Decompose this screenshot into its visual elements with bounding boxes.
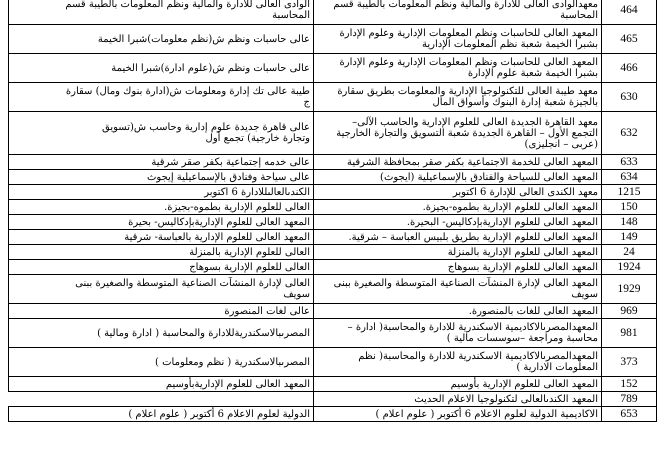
full-name-line: المعهد العالى للعلوم الإدارية بطموه-بجيزة. xyxy=(422,201,598,213)
institute-code-cell: 1929 xyxy=(602,275,657,304)
full-name-cell xyxy=(314,304,602,319)
full-name-line: المعهد الكندىالعالى لتكنولوجيا الاعلام الحديث xyxy=(414,393,598,405)
full-name-cell xyxy=(314,275,602,304)
short-name-cell xyxy=(9,215,314,230)
full-name-cell xyxy=(314,170,602,185)
full-name-cell xyxy=(314,83,602,112)
full-name-line: المعهد العالى للعلوم الإدارية بالمنزلة xyxy=(447,246,598,258)
short-name-line: طيبة عالى تك إدارة ومعلومات ش(ادارة بنوك ومال) سقارة xyxy=(65,86,310,97)
full-name-cell xyxy=(314,215,602,230)
short-name-cell xyxy=(9,170,314,185)
short-name-line: المحاسبة xyxy=(272,10,310,21)
short-name-cell xyxy=(9,407,314,422)
full-name-line: المعهد العالى للعلوم الإدارية بأوسيم xyxy=(450,378,598,390)
full-name-cell xyxy=(314,260,602,275)
table-row xyxy=(9,377,657,392)
full-name-line: المعلومات الادارية ) xyxy=(516,362,598,373)
short-name-cell xyxy=(9,155,314,170)
short-name-cell xyxy=(9,83,314,112)
short-name-cell xyxy=(9,275,314,304)
short-name-cell xyxy=(9,54,314,83)
full-name-cell xyxy=(314,319,602,348)
table-row xyxy=(9,155,657,170)
full-name-cell xyxy=(314,348,602,377)
institutes-table xyxy=(8,0,657,422)
institute-code-cell: 630 xyxy=(602,83,657,112)
institute-code-cell: 789 xyxy=(602,392,657,407)
table-row xyxy=(9,185,657,200)
table-row xyxy=(9,170,657,185)
short-name-cell xyxy=(9,304,314,319)
short-name-cell xyxy=(9,377,314,392)
short-name-line: العالى للعلوم الإدارية بطموه-بجيزة. xyxy=(164,201,310,213)
table-row xyxy=(9,0,657,25)
institute-code-cell: 373 xyxy=(602,348,657,377)
full-name-cell xyxy=(314,377,602,392)
table-row xyxy=(9,275,657,304)
full-name-line: المعهد العالى للعلوم الإدارية بطريق بلبيس العباسة – شرقية. xyxy=(348,231,598,243)
full-name-cell xyxy=(314,25,602,54)
short-name-line: الوادى العالى للادارة والمالية ونظم المعلومات بالطيبة قسم xyxy=(65,0,310,10)
short-name-cell xyxy=(9,245,314,260)
short-name-line: المعهد العالى للعلوم الإداريةبإدكاليس- بحيرة xyxy=(128,216,310,228)
table-row xyxy=(9,407,657,422)
short-name-cell xyxy=(9,25,314,54)
short-name-line: العالى للعلوم الإدارية بسوهاج xyxy=(189,261,310,273)
short-name-line: المصرىبالاسكندريةللادارة والمحاسبة ( ادارة ومالية ) xyxy=(97,327,310,339)
short-name-line: الكندىالعالىللادارة 6 اكتوبر xyxy=(204,186,310,198)
short-name-line: سويف xyxy=(283,289,310,300)
short-name-cell xyxy=(9,0,314,25)
full-name-line: المعهدالمصرىالاكاديمية الاسكندرية للادارة والمحاسبة( نظم xyxy=(358,351,598,362)
short-name-cell xyxy=(9,319,314,348)
full-name-line: الاكاديمية الدولية لعلوم الاعلام 6 أكتوبر ( علوم اعلام ) xyxy=(375,408,598,420)
full-name-line: بشبرا الخيمة شعبة علوم الإدارة xyxy=(467,68,598,79)
short-name-line: عالى حاسبات ونظم ش(نظم معلومات)شبرا الخيمة xyxy=(97,33,310,45)
institute-code-cell: 1924 xyxy=(602,260,657,275)
short-name-line: المصرىبالاسكندرية ( نظم ومعلومات ) xyxy=(155,356,310,368)
table-row xyxy=(9,319,657,348)
short-name-line: العالى لإدارة المنشآت الصناعية المتوسطة والصغيرة ببنى xyxy=(75,278,310,289)
table-row xyxy=(9,54,657,83)
table-row xyxy=(9,200,657,215)
table-row xyxy=(9,304,657,319)
full-name-line: معهد الكندى العالى للإدارة 6 اكتوبر xyxy=(452,186,598,198)
table-row xyxy=(9,348,657,377)
full-name-cell xyxy=(314,245,602,260)
table-row xyxy=(9,215,657,230)
institute-code-cell: 149 xyxy=(602,230,657,245)
short-name-line: عالى خدمه إجتماعية بكفر صقر شرقية xyxy=(151,156,310,168)
full-name-line: بشبرا الخيمة شعبة نظم المعلومات الإدارية xyxy=(422,39,598,50)
institute-code-cell: 150 xyxy=(602,200,657,215)
full-name-line: المحاسبة xyxy=(560,10,598,21)
short-name-line: الدولية لعلوم الاعلام 6 أكتوبر ( علوم اعلام ) xyxy=(128,408,310,420)
institute-code-cell: 969 xyxy=(602,304,657,319)
short-name-line: المعهد العالى للعلوم الإداريةبأوسيم xyxy=(165,378,310,390)
institute-code-cell: 465 xyxy=(602,25,657,54)
short-name-line: العالى للعلوم الإدارية بالمنزلة xyxy=(189,246,310,258)
institutes-table-body xyxy=(9,0,657,422)
institute-code-cell: 466 xyxy=(602,54,657,83)
institute-code-cell: 148 xyxy=(602,215,657,230)
full-name-line: معهدالوادى العالى للادارة والمالية ونظم المعلومات بالطيبة قسم xyxy=(333,0,598,10)
institute-code-cell: 981 xyxy=(602,319,657,348)
short-name-cell xyxy=(9,185,314,200)
full-name-line: (عربى – انجليزى) xyxy=(524,138,598,150)
short-name-line: عالى حاسبات ونظم ش(علوم ادارة)شبرا الخيمة xyxy=(111,62,310,74)
table-row xyxy=(9,260,657,275)
full-name-line: المعهد العالى للغات بالمنصورة. xyxy=(468,305,598,317)
table-row xyxy=(9,230,657,245)
short-name-line: عالى سياحة وفنادق بالإسماعيلية إيجوث xyxy=(147,171,310,183)
full-name-line: المعهدالمصرىالاكاديمية الاسكندرية للادارة والمحاسبة( ادارة – xyxy=(347,322,598,333)
short-name-cell xyxy=(9,200,314,215)
full-name-line: المعهد العالى للحاسبات ونظم المعلومات الإدارية وعلوم الإدارة xyxy=(339,28,598,39)
short-name-cell xyxy=(9,260,314,275)
full-name-line: معهد القاهرة الجديدة العالى للعلوم الإدارية والحاسب الآلى– xyxy=(352,116,598,128)
table-row xyxy=(9,392,657,407)
short-name-cell xyxy=(9,348,314,377)
table-row xyxy=(9,245,657,260)
full-name-line: بالجيزة شعبة إدارة البنوك وأسواق المال xyxy=(432,97,598,108)
short-name-line: عالى قاهرة جديدة علوم إدارية وحاسب ش(تسويق xyxy=(101,122,310,133)
full-name-cell xyxy=(314,155,602,170)
full-name-line: المعهد العالى للسياحة والفنادق بالإسماعيلية (ايجوث) xyxy=(380,171,598,183)
table-row xyxy=(9,25,657,54)
full-name-line: المعهد العالى للعلوم الإدارية بسوهاج xyxy=(447,261,598,273)
short-name-cell xyxy=(9,230,314,245)
institute-code-cell: 1215 xyxy=(602,185,657,200)
full-name-cell xyxy=(314,185,602,200)
institute-code-cell: 633 xyxy=(602,155,657,170)
full-name-cell xyxy=(314,407,602,422)
table-row xyxy=(9,83,657,112)
full-name-line: معهد طيبة العالى للتكنولوجيا الإدارية والمعلومات بطريق سقارة xyxy=(337,86,598,97)
short-name-cell xyxy=(9,392,314,407)
short-name-line: المعهد العالى للعلوم الإدارية بالعباسة- شرقية xyxy=(124,231,310,243)
institute-code-cell: 24 xyxy=(602,245,657,260)
full-name-cell xyxy=(314,392,602,407)
institute-code-cell: 464 xyxy=(602,0,657,25)
institute-code-cell: 634 xyxy=(602,170,657,185)
short-name-line: ج xyxy=(303,97,310,108)
full-name-line: المعهد العالى للخدمة الاجتماعية بكفر صقر بمحافظة الشرقية xyxy=(346,156,598,168)
full-name-line: سويف xyxy=(571,289,598,300)
full-name-cell xyxy=(314,54,602,83)
full-name-cell xyxy=(314,112,602,155)
institute-code-cell: 632 xyxy=(602,112,657,155)
institute-code-cell: 653 xyxy=(602,407,657,422)
full-name-line: المعهد العالى للعلوم الإداريةبإدكاليس- البحيرة. xyxy=(406,216,598,228)
full-name-line: التجمع الأول – القاهرة الجديدة شعبة التسويق والتجارة الخارجية xyxy=(336,127,598,139)
table-row xyxy=(9,112,657,155)
full-name-cell xyxy=(314,0,602,25)
full-name-line: محاسبة ومراجعة –سوسسات مالية ) xyxy=(446,333,598,344)
short-name-cell xyxy=(9,112,314,155)
institute-code-cell: 152 xyxy=(602,377,657,392)
full-name-line: المعهد العالى لإدارة المنشآت الصناعية المتوسطة والصغيرة ببنى xyxy=(333,278,598,289)
full-name-cell xyxy=(314,230,602,245)
short-name-line: عالى لغات المنصورة xyxy=(224,305,310,317)
short-name-line: وتجارة خارجية) تجمع أول xyxy=(205,133,310,144)
full-name-line: المعهد العالى للحاسبات ونظم المعلومات الإدارية وعلوم الإدارة xyxy=(339,57,598,68)
full-name-cell xyxy=(314,200,602,215)
